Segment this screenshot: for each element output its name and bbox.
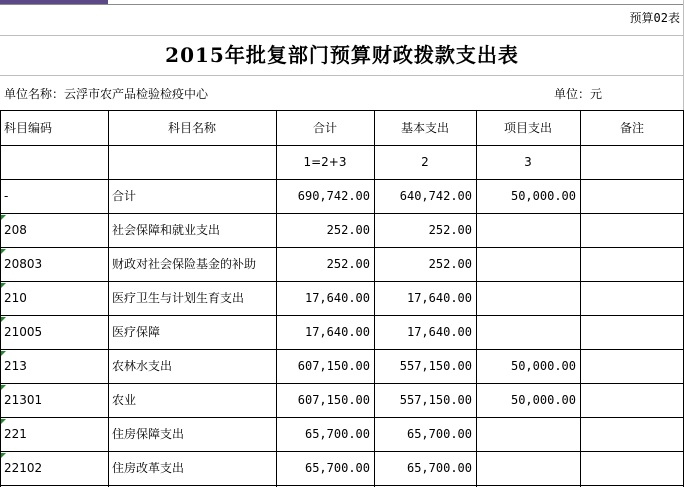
number-as-text-marker-icon (1, 215, 6, 220)
header-total[interactable]: 合计 (312, 122, 337, 135)
form-number[interactable]: 预算02表 (629, 12, 680, 25)
cell-remark[interactable] (580, 292, 684, 308)
header-remark[interactable]: 备注 (619, 122, 644, 135)
table-border (0, 247, 684, 248)
cell-basic[interactable]: 17,640.00 (406, 292, 472, 305)
cell-remark[interactable] (580, 224, 684, 240)
cell-basic[interactable]: 65,700.00 (406, 428, 472, 441)
formula-basic[interactable]: 2 (421, 156, 429, 169)
table-border (0, 179, 684, 180)
cell-total[interactable]: 17,640.00 (304, 292, 370, 305)
formula-project[interactable]: 3 (524, 156, 532, 169)
table-border (276, 110, 277, 487)
number-as-text-marker-icon (1, 249, 6, 254)
header-project[interactable]: 项目支出 (503, 122, 552, 135)
table-border (0, 213, 684, 214)
number-as-text-marker-icon (1, 317, 6, 322)
cell-total[interactable]: 607,150.00 (297, 360, 370, 373)
table-row (0, 214, 684, 248)
table-row (0, 350, 684, 384)
cell-total[interactable]: 690,742.00 (297, 190, 370, 203)
header-basic[interactable]: 基本支出 (400, 122, 449, 135)
number-as-text-marker-icon (1, 385, 6, 390)
cell-code[interactable]: 221 (4, 428, 27, 441)
cell-basic[interactable]: 557,150.00 (399, 394, 472, 407)
table-border (580, 110, 581, 487)
table-border (0, 383, 684, 384)
table-border (0, 417, 684, 418)
cell-basic[interactable]: 17,640.00 (406, 326, 472, 339)
cell-code[interactable]: 21005 (4, 326, 43, 339)
cell-remark[interactable] (580, 326, 684, 342)
cell-name[interactable]: 财政对社会保险基金的补助 (112, 258, 257, 271)
table-border (0, 485, 684, 486)
unit-name[interactable]: 单位名称：云浮市农产品检验检疫中心 (4, 88, 209, 101)
cell-remark[interactable] (580, 360, 684, 376)
cell-total[interactable]: 607,150.00 (297, 394, 370, 407)
cell-basic[interactable]: 252.00 (428, 258, 472, 271)
cell-total[interactable]: 252.00 (326, 258, 370, 271)
cell-project[interactable]: 50,000.00 (510, 360, 576, 373)
unit-of-measure[interactable]: 单位：元 (554, 88, 603, 101)
table-border (0, 110, 684, 111)
table-row (0, 452, 684, 486)
cell-name[interactable]: 住房保障支出 (112, 428, 185, 441)
cell-name[interactable]: 合计 (112, 190, 137, 203)
cell-basic[interactable]: 557,150.00 (399, 360, 472, 373)
table-border (0, 349, 684, 350)
table-border (0, 451, 684, 452)
cell-code[interactable]: 210 (4, 292, 27, 305)
cell-code[interactable]: 208 (4, 224, 27, 237)
cell-basic[interactable]: 640,742.00 (399, 190, 472, 203)
formula-total[interactable]: 1=2+3 (303, 156, 347, 169)
cell-name[interactable]: 农业 (112, 394, 137, 407)
cell-remark[interactable] (580, 258, 684, 274)
page-title[interactable]: 2015年批复部门预算财政拨款支出表 (165, 43, 519, 67)
table-border (0, 145, 684, 146)
number-as-text-marker-icon (1, 453, 6, 458)
header-code[interactable]: 科目编码 (4, 122, 53, 135)
cell-project[interactable] (476, 224, 580, 240)
table-row (0, 282, 684, 316)
cell-code[interactable]: 213 (4, 360, 27, 373)
cell-project[interactable] (476, 428, 580, 444)
table-row (0, 180, 684, 214)
table-row (0, 248, 684, 282)
cell-total[interactable]: 65,700.00 (304, 462, 370, 475)
cell-project[interactable] (476, 462, 580, 478)
table-row (0, 418, 684, 452)
cell-code[interactable]: 21301 (4, 394, 43, 407)
number-as-text-marker-icon (1, 351, 6, 356)
cell-project[interactable]: 50,000.00 (510, 190, 576, 203)
cell-code[interactable]: - (4, 190, 9, 203)
cell-name[interactable]: 医疗保障 (112, 326, 161, 339)
cell-remark[interactable] (580, 462, 684, 478)
gridline (0, 35, 684, 36)
table-row (0, 316, 684, 350)
number-as-text-marker-icon (1, 419, 6, 424)
cell-remark[interactable] (580, 394, 684, 410)
cell-name[interactable]: 农林水支出 (112, 360, 173, 373)
cell-project[interactable] (476, 292, 580, 308)
cell-code[interactable]: 22102 (4, 462, 43, 475)
table-border (374, 110, 375, 487)
table-border (0, 110, 1, 487)
gridline (0, 75, 684, 76)
table-row (0, 384, 684, 418)
table-border (476, 110, 477, 487)
cell-name[interactable]: 社会保障和就业支出 (112, 224, 221, 237)
cell-project[interactable] (476, 326, 580, 342)
cell-name[interactable]: 住房改革支出 (112, 462, 185, 475)
cell-remark[interactable] (580, 428, 684, 444)
header-name[interactable]: 科目名称 (167, 122, 216, 135)
number-as-text-marker-icon (1, 283, 6, 288)
cell-project[interactable] (476, 258, 580, 274)
table-border (0, 281, 684, 282)
cell-total[interactable]: 252.00 (326, 224, 370, 237)
cell-basic[interactable]: 65,700.00 (406, 462, 472, 475)
cell-total[interactable]: 17,640.00 (304, 326, 370, 339)
cell-remark[interactable] (580, 190, 684, 206)
cell-project[interactable]: 50,000.00 (510, 394, 576, 407)
cell-name[interactable]: 医疗卫生与计划生育支出 (112, 292, 245, 305)
table-border (108, 110, 109, 487)
cell-basic[interactable]: 252.00 (428, 224, 472, 237)
cell-total[interactable]: 65,700.00 (304, 428, 370, 441)
cell-code[interactable]: 20803 (4, 258, 43, 271)
table-border (0, 315, 684, 316)
